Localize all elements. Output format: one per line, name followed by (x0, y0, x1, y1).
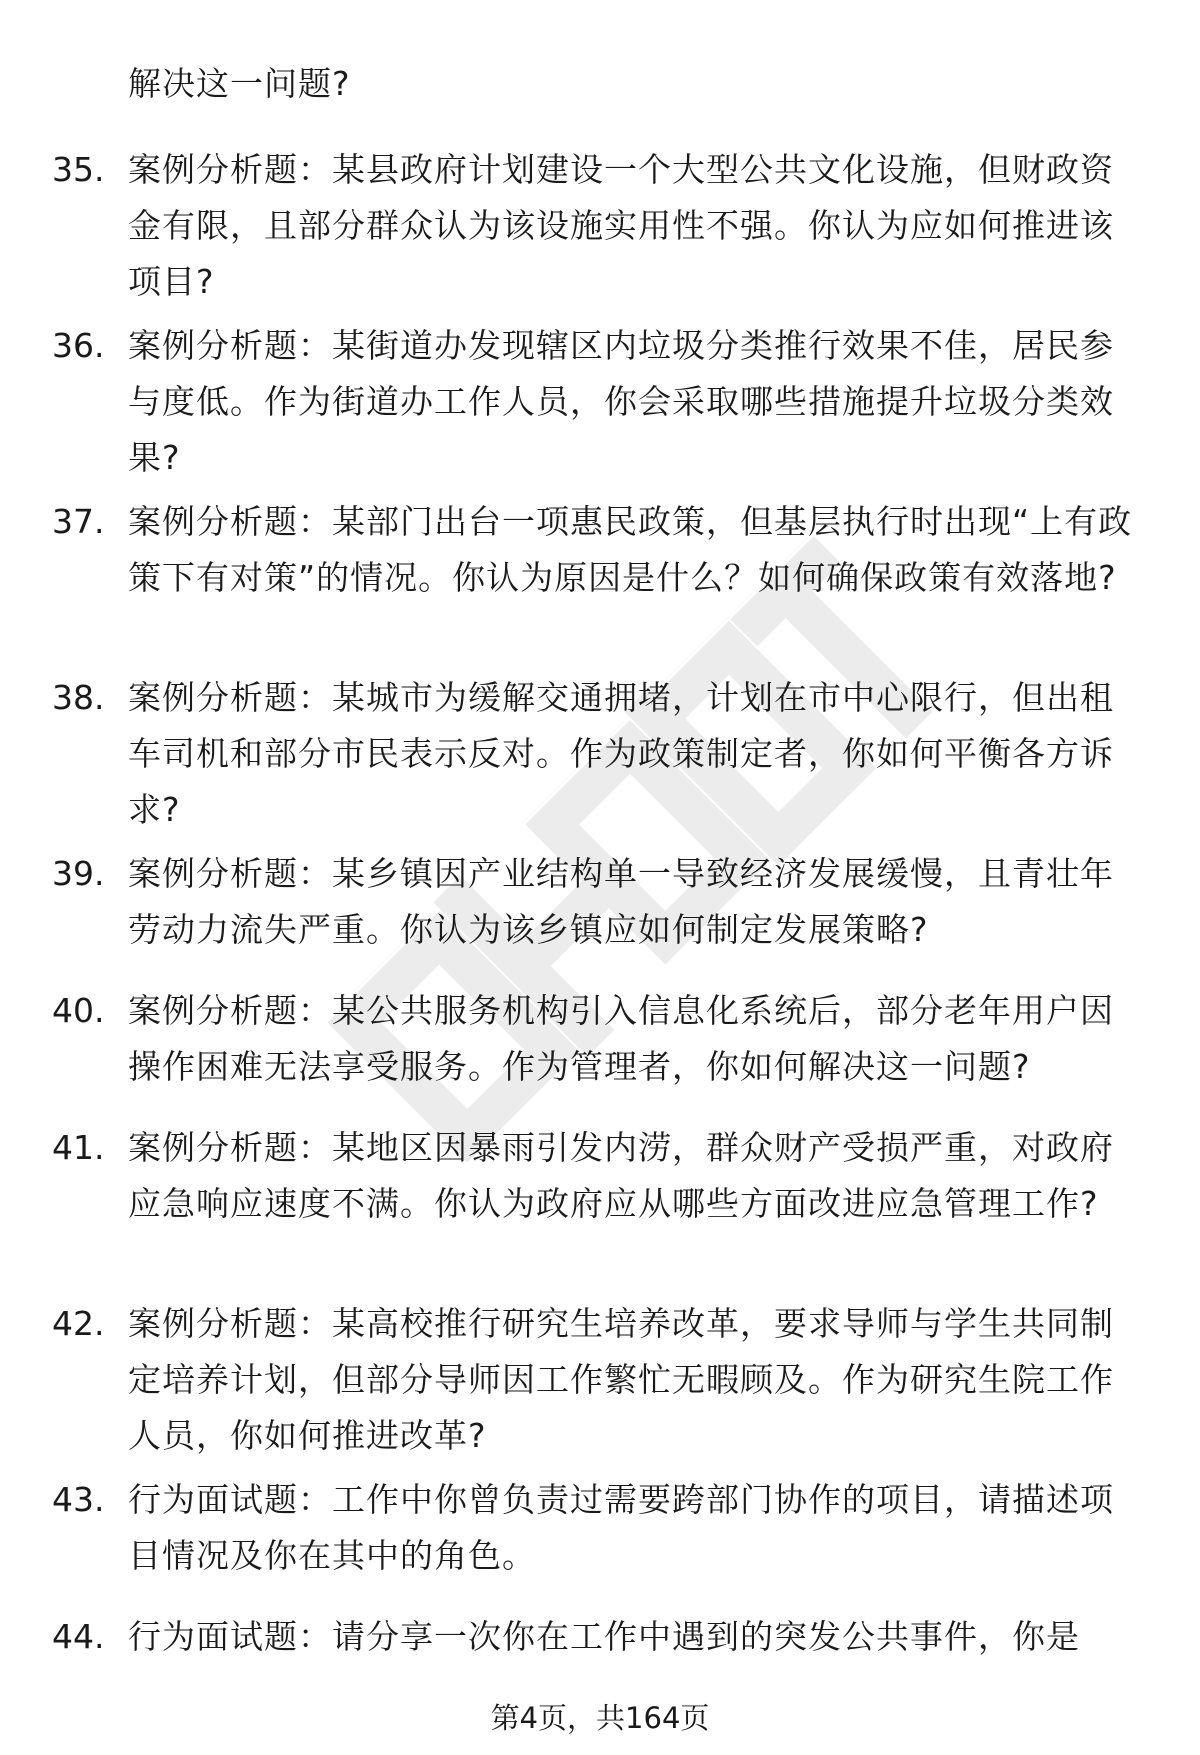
question-text: 行为面试题：请分享一次你在工作中遇到的突发公共事件，你是 (128, 1617, 1080, 1656)
question-text: 案例分析题：某城市为缓解交通拥堵，计划在市中心限行，但出租车司机和部分市民表示反对。作为政策制定者，你如何平衡各方诉求? (128, 678, 1114, 829)
list-item (0, 1296, 1200, 1472)
continuation-text: 解决这一问题? (128, 64, 351, 103)
question-number: 39. (52, 854, 105, 893)
question-text: 行为面试题：工作中你曾负责过需要跨部门协作的项目，请描述项目情况及你在其中的角色。 (128, 1480, 1114, 1575)
question-text: 案例分析题：某部门出台一项惠民政策，但基层执行时出现“上有政策下有对策”的情况。你认为原因是什么？如何确保政策有效落地? (128, 502, 1133, 597)
question-text: 案例分析题：某公共服务机构引入信息化系统后，部分老年用户因操作困难无法享受服务。作为管理者，你如何解决这一问题? (128, 991, 1114, 1086)
list-item (0, 1120, 1200, 1296)
question-number: 43. (52, 1480, 105, 1519)
list-item (0, 142, 1200, 318)
question-text: 案例分析题：某高校推行研究生培养改革，要求导师与学生共同制定培养计划，但部分导师因工作繁忙无暇顾及。作为研究生院工作人员，你如何推进改革? (128, 1304, 1114, 1455)
list-item (0, 670, 1200, 846)
question-number: 36. (52, 326, 105, 365)
question-text: 案例分析题：某县政府计划建设一个大型公共文化设施，但财政资金有限，且部分群众认为该设施实用性不强。你认为应如何推进该项目? (128, 150, 1114, 301)
question-number: 44. (52, 1617, 105, 1656)
question-number: 42. (52, 1304, 105, 1343)
list-item (0, 983, 1200, 1120)
page-footer: 第4页，共164页 (490, 1701, 710, 1735)
question-text: 案例分析题：某街道办发现辖区内垃圾分类推行效果不佳，居民参与度低。作为街道办工作人员，你会采取哪些措施提升垃圾分类效果? (128, 326, 1114, 477)
list-item (0, 494, 1200, 670)
question-list (0, 142, 1200, 1679)
question-number: 38. (52, 678, 105, 717)
question-text: 案例分析题：某地区因暴雨引发内涝，群众财产受损严重，对政府应急响应速度不满。你认为政府应从哪些方面改进应急管理工作? (128, 1128, 1114, 1223)
list-item (0, 1609, 1200, 1679)
question-number: 37. (52, 502, 105, 541)
question-number: 35. (52, 150, 105, 189)
list-item (0, 846, 1200, 983)
question-text: 案例分析题：某乡镇因产业结构单一导致经济发展缓慢，且青壮年劳动力流失严重。你认为该乡镇应如何制定发展策略? (128, 854, 1114, 949)
list-item (0, 1472, 1200, 1609)
question-number: 40. (52, 991, 105, 1030)
question-number: 41. (52, 1128, 105, 1167)
list-item (0, 318, 1200, 494)
